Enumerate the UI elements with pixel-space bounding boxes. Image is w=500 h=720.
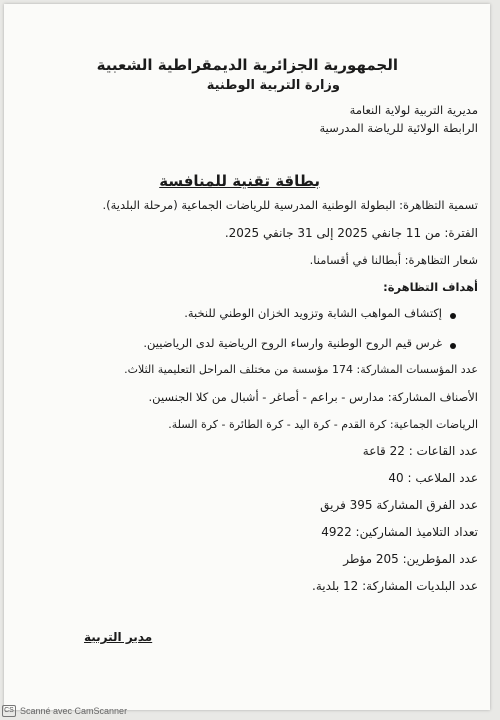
period-line: الفترة: من 11 جانفي 2025 إلى 31 جانفي 2025. <box>224 226 478 240</box>
document-title: بطاقة تقنية للمنافسة <box>159 172 320 190</box>
directorate-line: مديرية التربية لولاية النعامة <box>349 103 478 117</box>
institutions-line: عدد المؤسسات المشاركة: 174 مؤسسة من مختلف المراحل التعليمية الثلاث. <box>124 363 478 376</box>
fields-line: عدد الملاعب : 40 <box>388 471 478 485</box>
supervisors-line: عدد المؤطرين: 205 مؤطر <box>343 552 478 566</box>
teams-line: عدد الفرق المشاركة 395 فريق <box>320 498 478 512</box>
document-page <box>4 4 490 710</box>
bullet-1-icon <box>450 313 456 319</box>
municipalities-line: عدد البلديات المشاركة: 12 بلدية. <box>312 579 478 593</box>
league-line: الرابطة الولائية للرياضة المدرسية <box>319 121 478 135</box>
objectives-heading: أهداف التظاهرة: <box>383 280 478 294</box>
sports-line: الرياضات الجماعية: كرة القدم - كرة اليد - كرة الطائرة - كرة السلة. <box>168 418 478 431</box>
signature-label: مدير التربية <box>84 630 153 644</box>
students-line: تعداد التلاميذ المشاركين: 4922 <box>321 525 478 539</box>
event-name-line: تسمية التظاهرة: البطولة الوطنية المدرسية للرياضات الجماعية (مرحلة البلدية). <box>102 198 478 212</box>
halls-line: عدد القاعات : 22 قاعة <box>362 444 478 458</box>
categories-line: الأصناف المشاركة: مدارس - براعم - أصاغر - أشبال من كلا الجنسين. <box>148 390 478 404</box>
slogan-line: شعار التظاهرة: أبطالنا في أقسامنا. <box>309 253 478 267</box>
scanner-footer-text: Scanné avec CamScanner <box>20 706 128 716</box>
bullet-2-icon <box>450 343 456 349</box>
objective-1: إكتشاف المواهب الشابة وتزويد الخزان الوطني للنخبة. <box>184 306 442 320</box>
camscanner-logo-icon: CS <box>2 705 16 717</box>
republic-heading: الجمهورية الجزائرية الديمقراطية الشعبية <box>96 56 398 74</box>
scanner-footer <box>2 705 127 717</box>
ministry-heading: وزارة التربية الوطنية <box>206 78 340 93</box>
objective-2: غرس قيم الروح الوطنية وارساء الروح الرياضية لدى الرياضيين. <box>143 336 442 350</box>
